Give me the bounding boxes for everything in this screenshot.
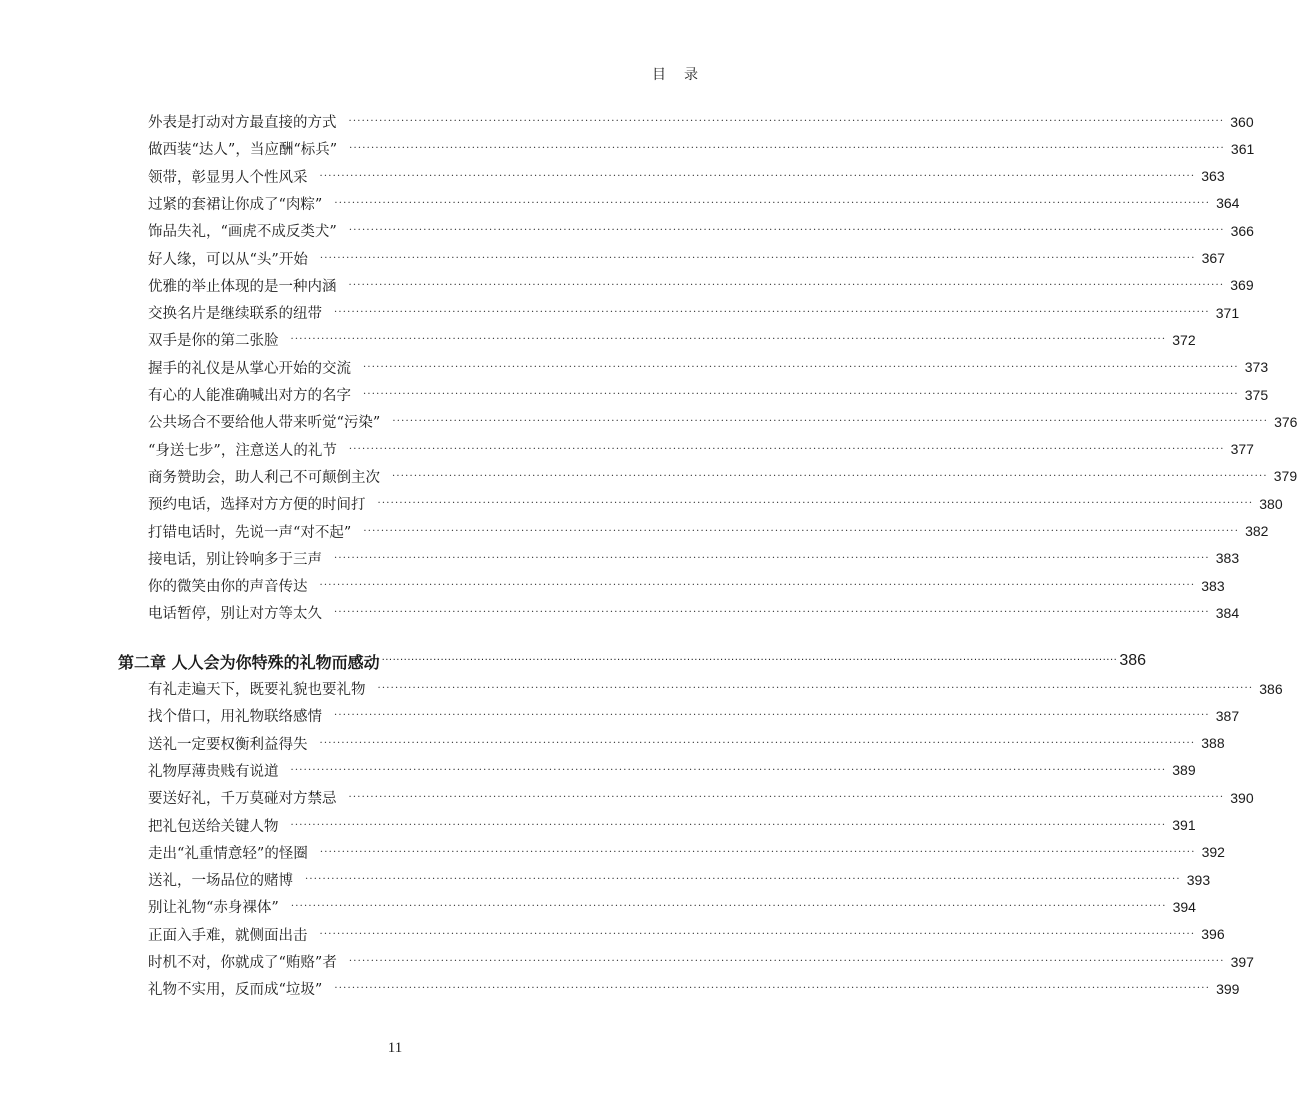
entry-title: 外表是打动对方最直接的方式 [148,115,337,131]
toc-entry[interactable] [148,190,1240,217]
dot-leader: ········································································································································································································ [363,389,1239,400]
entry-page-number: 377 [1230,441,1254,458]
chapter-heading[interactable] [118,647,1147,675]
toc-entry[interactable] [148,702,1240,729]
toc-entry[interactable] [148,812,1196,839]
toc-entry[interactable] [148,408,1297,435]
entry-title: 好人缘，可以从“头”开始 [148,251,308,268]
toc-entry[interactable] [148,545,1240,572]
toc-entry[interactable] [148,135,1255,162]
dot-leader: ········································································································································································································ [334,307,1210,319]
dot-leader: ········································································································································································································ [290,819,1167,831]
dot-leader: ········································································································································································································ [348,792,1225,804]
dot-leader: ········································································································································································································ [349,143,1225,155]
toc-entry[interactable] [148,326,1196,353]
entry-page-number: 386 [1259,680,1283,697]
page-number: 11 [387,1040,403,1056]
dot-leader: ········································································································································································································ [377,498,1254,510]
entry-title: 送礼一定要权衡利益得失 [148,736,308,753]
toc-entry[interactable] [148,108,1254,135]
dot-leader: ········································································································································································································ [334,197,1211,209]
entry-page-number: 373 [1244,359,1269,376]
toc-entry[interactable] [148,490,1283,517]
dot-leader: ········································································································································································································ [363,361,1239,373]
dot-leader: ········································································································································································································ [348,956,1225,967]
entry-page-number: 360 [1230,113,1254,130]
entry-page-number: 392 [1201,844,1225,861]
entry-title: 时机不对，你就成了“贿赂”者 [148,955,337,971]
toc-entry[interactable] [148,948,1254,975]
entry-title: 正面入手难，就侧面出击 [148,927,308,944]
toc-entry[interactable] [148,757,1196,784]
toc-entry[interactable] [148,839,1225,866]
entry-page-number: 397 [1230,953,1254,970]
dot-leader: ········································································································································································································ [319,580,1196,592]
entry-page-number: 393 [1186,871,1211,888]
entry-page-number: 396 [1201,926,1225,943]
dot-leader: ········································································································································································································ [290,764,1167,776]
entry-page-number: 375 [1244,386,1269,403]
entry-title: 电话暂停，别让对方等太久 [148,606,322,623]
entry-page-number: 369 [1230,277,1254,294]
dot-leader: ········································································································································································································ [392,416,1269,428]
entry-page-number: 399 [1216,980,1240,997]
toc-entry[interactable] [148,245,1225,272]
entry-title: 有礼走遍天下，既要礼貌也要礼物 [148,682,366,698]
entry-page-number: 380 [1259,495,1283,512]
entry-page-number: 376 [1274,413,1297,430]
entry-page-number: 364 [1216,195,1240,212]
entry-title: 双手是你的第二张脸 [148,333,279,350]
entry-title: 预约电话，选择对方方便的时间打 [148,497,366,514]
entry-page-number: 384 [1215,604,1240,621]
entry-page-number: 383 [1215,550,1240,567]
running-header: 目录 [652,67,716,83]
toc-entry[interactable] [148,518,1269,545]
dot-leader: ········································································································································································································ [334,983,1211,995]
entry-title: 商务赞助会，助人利己不可颠倒主次 [148,469,380,486]
entry-title: 要送好礼，千万莫碰对方禁忌 [148,791,337,808]
entry-title: 过紧的套裙让你成了“肉粽” [148,196,323,213]
entry-page-number: 389 [1172,762,1196,779]
toc-entry[interactable] [148,299,1240,326]
entry-page-number: 372 [1172,331,1196,348]
dot-leader: ········································································································································································································ [305,874,1181,886]
entry-page-number: 390 [1230,789,1254,806]
dot-leader: ········································································································································································································ [290,334,1167,346]
toc-entry[interactable] [148,893,1196,920]
entry-page-number: 361 [1230,140,1255,157]
entry-title: 公共场合不要给他人带来听觉“污染” [148,415,381,432]
entry-title: 接电话，别让铃响多于三声 [148,551,322,568]
dot-leader: ········································································································································································································ [392,470,1268,482]
entry-page-number: 387 [1215,707,1240,724]
toc-entry[interactable] [148,866,1211,893]
entry-title: 你的微笑由你的声音传达 [148,579,308,596]
toc-entry[interactable] [148,921,1225,948]
toc-entry[interactable] [148,381,1269,408]
entry-title: 领带，彰显男人个性风采 [148,169,308,186]
entry-page-number: 382 [1245,523,1269,539]
dot-leader: ········································································································································································································ [334,552,1210,564]
dot-leader: ········································································································································································································ [319,252,1196,264]
chapter-page-number: 386 [1119,652,1147,669]
entry-title: 有心的人能准确喊出对方的名字 [148,388,351,404]
dot-leader: ········································································································································································································ [290,901,1167,913]
entry-title: 优雅的举止体现的是一种内涵 [148,278,337,295]
entry-page-number: 366 [1230,222,1254,239]
entry-title: 把礼包送给关键人物 [148,818,279,835]
entry-title: 送礼，一场品位的赌博 [148,873,293,890]
entry-title: 做西装“达人”，当应酬“标兵” [148,142,338,159]
entry-title: 别让礼物“赤身裸体” [148,900,279,917]
dot-leader: ········································································································································································································ [348,116,1225,127]
toc-entry[interactable] [148,675,1283,702]
toc-entry[interactable] [148,975,1240,1002]
dot-leader: ········································································································································································································ [334,710,1210,722]
entry-page-number: 388 [1201,735,1225,752]
entry-page-number: 383 [1201,577,1225,594]
toc-entry[interactable] [148,463,1297,490]
dot-leader: ········································································································································································································ [319,737,1196,749]
dot-leader: ········································································································································································································ [334,607,1210,619]
entry-title: 交换名片是继续联系的纽带 [148,306,322,323]
entry-title: 礼物厚薄贵贱有说道 [148,763,279,780]
toc-entry[interactable] [148,730,1225,757]
entry-title: 打错电话时，先说一声“对不起” [148,524,352,541]
entry-page-number: 371 [1215,304,1240,321]
toc-entry[interactable] [148,272,1254,299]
dot-leader: ········································································································································································································ [319,928,1196,940]
toc-entry[interactable] [148,599,1240,626]
dot-leader: ········································································································································································································ [348,443,1225,455]
toc-entry[interactable] [148,217,1254,244]
toc-entry[interactable] [148,572,1225,599]
dot-leader: ········································································································································································································ [348,225,1225,237]
entry-title: 握手的礼仪是从掌心开始的交流 [148,360,351,377]
dot-leader: ········································································································································································································ [319,846,1196,858]
toc-entry[interactable] [148,354,1269,381]
dot-leader: ········································································································································································································ [381,655,1118,666]
dot-leader: ········································································································································································································ [348,279,1225,291]
entry-title: “身送七步”，注意送人的礼节 [148,442,337,459]
dot-leader: ········································································································································································································ [363,525,1240,537]
entry-title: 饰品失礼，“画虎不成反类犬” [148,224,337,241]
dot-leader: ········································································································································································································ [377,683,1254,694]
entry-page-number: 379 [1273,468,1297,485]
dot-leader: ········································································································································································································ [319,170,1196,182]
entry-title: 找个借口，用礼物联络感情 [148,709,322,726]
entry-page-number: 394 [1172,898,1196,915]
entry-page-number: 391 [1172,817,1196,833]
toc-entry[interactable] [148,436,1254,463]
entry-title: 走出“礼重情意轻”的怪圈 [148,845,308,862]
entry-page-number: 367 [1201,250,1225,266]
entry-page-number: 363 [1201,168,1225,185]
toc-entry[interactable] [148,163,1225,190]
chapter-title: 第二章 人人会为你特殊的礼物而感动 [118,652,380,672]
toc-entry[interactable] [148,784,1254,811]
entry-title: 礼物不实用，反而成“垃圾” [148,982,323,999]
